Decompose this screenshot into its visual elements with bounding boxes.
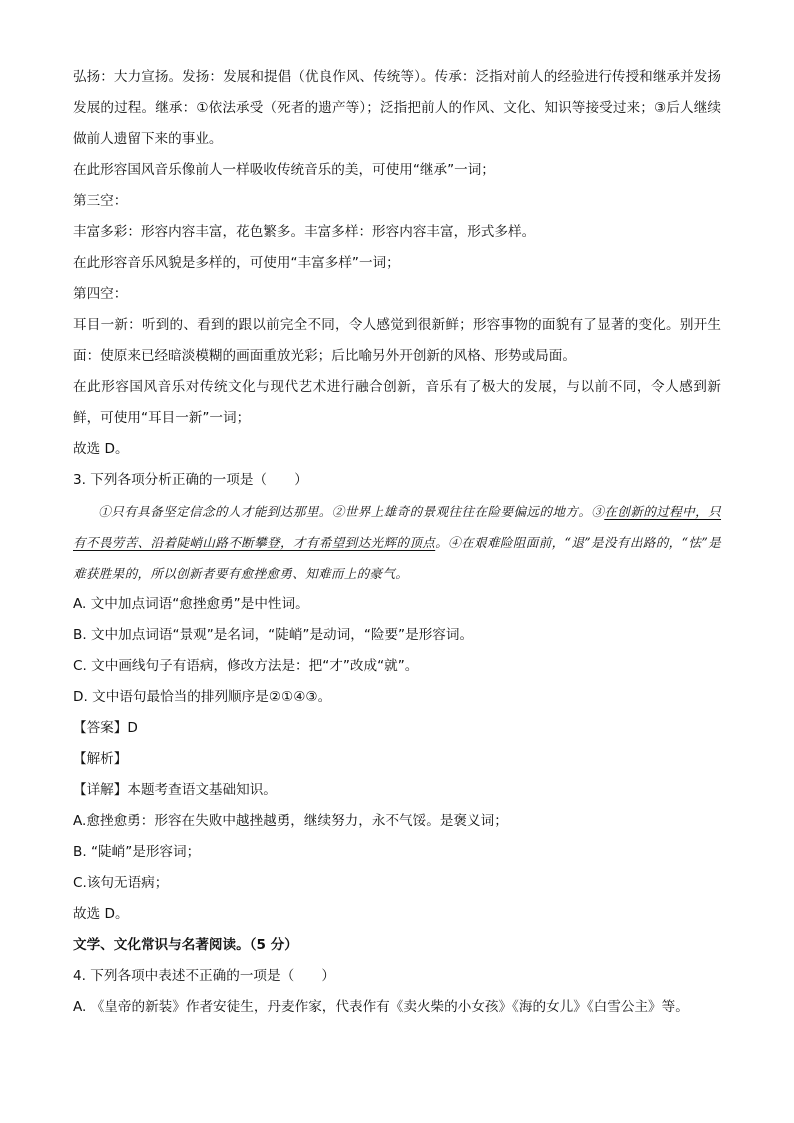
question-3-option-c: C. 文中画线句子有语病，修改方法是：把“才”改成“就”。: [73, 658, 419, 674]
heading-third-blank: 第三空：: [73, 193, 128, 209]
explanation-a: A.愈挫愈勇：形容在失败中越挫越勇，继续努力，永不气馁。是褒义词；: [73, 813, 508, 829]
paragraph-third-blank-conclusion: 在此形容音乐风貌是多样的，可使用“丰富多样”一词；: [73, 255, 400, 271]
question-3-analysis-label: 【解析】: [73, 751, 128, 767]
question-3-passage: [73, 496, 721, 589]
question-3-detail: 【详解】本题考查语文基础知识。: [73, 782, 277, 798]
question-3-option-d: D. 文中语句最恰当的排列顺序是②①④③。: [73, 689, 332, 705]
question-3-answer: 【答案】D: [73, 720, 138, 736]
document-page: [73, 62, 721, 1023]
paragraph-third-blank-definitions: 丰富多彩：形容内容丰富，花色繁多。丰富多样：形容内容丰富，形式多样。: [73, 224, 536, 240]
passage-underlined-sentence: 在创新的过程中，只有不畏劳苦、沿着陡峭山路不断攀登，才有希望到达光辉的顶点: [73, 504, 722, 550]
passage-part-b: 。④在艰难险阻面前，“退”是没有出路的，“怯”是难获胜果的，所以创新者要有愈挫愈勇、知难而上的豪气。: [73, 535, 721, 581]
explanation-c: C.该句无语病；: [73, 875, 169, 891]
question-4-stem: 4. 下列各项中表述不正确的一项是（ ）: [73, 968, 335, 984]
answer-choice-q2: 故选 D。: [73, 441, 129, 457]
heading-fourth-blank: 第四空：: [73, 286, 128, 302]
section-heading-literature: 文学、文化常识与名著阅读。（5 分）: [73, 937, 298, 953]
question-3-option-b: B. 文中加点词语“景观”是名词，“陡峭”是动词，“险要”是形容词。: [73, 627, 474, 643]
paragraph-fourth-blank-conclusion: 在此形容国风音乐对传统文化与现代艺术进行融合创新，音乐有了极大的发展，与以前不同，令人感到新鲜，可使用“耳目一新”一词；: [73, 379, 721, 426]
question-3-option-a: A. 文中加点词语“愈挫愈勇”是中性词。: [73, 596, 309, 612]
paragraph-definitions: 弘扬：大力宣扬。发扬：发展和提倡（优良作风、传统等）。传承：泛指对前人的经验进行传授和继承并发扬发展的过程。继承：①依法承受（死者的遗产等）；泛指把前人的作风、文化、知识等接受过来；③后人继续做前人遗留下来的事业。: [73, 69, 721, 147]
paragraph-fourth-blank-definitions: 耳目一新：听到的、看到的跟以前完全不同，令人感觉到很新鲜；形容事物的面貌有了显著的变化。别开生面：使原来已经暗淡模糊的画面重放光彩；后比喻另外开创新的风格、形势或局面。: [73, 317, 721, 364]
question-3-choice: 故选 D。: [73, 906, 129, 922]
question-4-option-a: A. 《皇帝的新装》作者安徒生，丹麦作家，代表作有《卖火柴的小女孩》《海的女儿》《白雪公主》等。: [73, 999, 689, 1015]
passage-part-a: ①只有具备坚定信念的人才能到达那里。②世界上雄奇的景观往往在险要偏远的地方。③: [98, 504, 605, 519]
question-3-stem: 3. 下列各项分析正确的一项是（ ）: [73, 472, 308, 488]
paragraph-second-blank-conclusion: 在此形容国风音乐像前人一样吸收传统音乐的美，可使用“继承”一词；: [73, 162, 495, 178]
explanation-b: B. “陡峭”是形容词；: [73, 844, 201, 860]
